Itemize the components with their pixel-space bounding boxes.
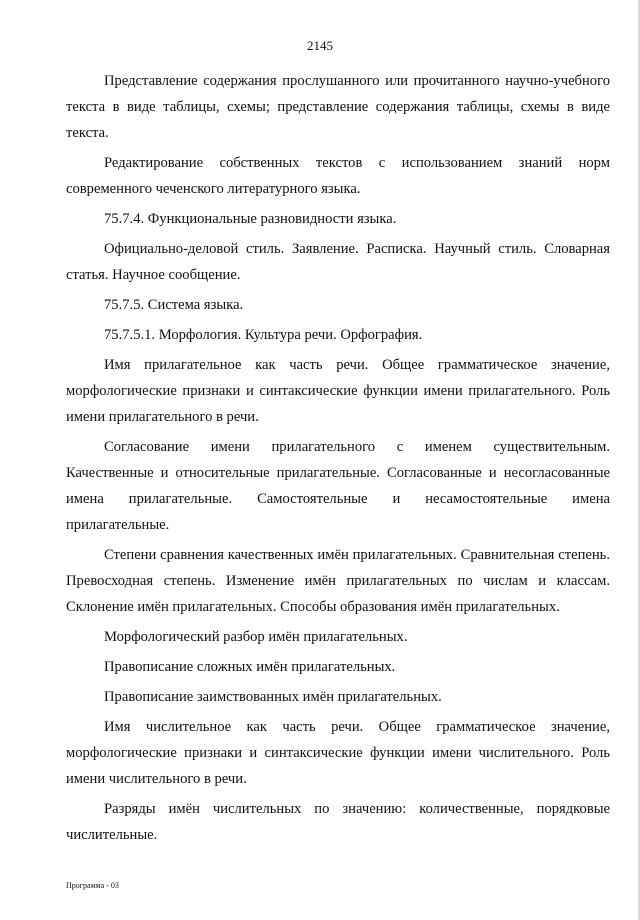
paragraph: Представление содержания прослушанного или прочитанного научно-учебного текста в виде таблицы, схемы; представление содержания таблицы, схемы в виде текста. [66, 73, 610, 141]
paragraph: Имя числительное как часть речи. Общее грамматическое значение, морфологические признаки и синтаксические функции имени числительного. Роль имени числительного в речи. [66, 719, 610, 787]
section-heading: 75.7.4. Функциональные разновидности языка. [104, 211, 397, 227]
document-body [66, 68, 610, 852]
paragraph: Разряды имён числительных по значению: количественные, порядковые числительные. [66, 801, 610, 843]
page-footer: Программа - 03 [66, 881, 119, 890]
section-heading: 75.7.5.1. Морфология. Культура речи. Орфография. [104, 327, 423, 343]
section-heading: 75.7.5. Система языка. [104, 297, 244, 313]
paragraph: Имя прилагательное как часть речи. Общее грамматическое значение, морфологические признаки и синтаксические функции имени прилагательного. Роль имени прилагательного в речи. [66, 357, 610, 425]
paragraph: Степени сравнения качественных имён прилагательных. Сравнительная степень. Превосходная степень. Изменение имён прилагательных по числам и классам. Склонение имён прилагательных. Способы образования имён прилагательных. [66, 547, 610, 615]
paragraph: Правописание сложных имён прилагательных. [104, 659, 396, 675]
paragraph: Правописание заимствованных имён прилагательных. [104, 689, 442, 705]
page-number: 2145 [307, 38, 333, 53]
paragraph: Морфологический разбор имён прилагательных. [104, 629, 408, 645]
paragraph: Согласование имени прилагательного с именем существительным. Качественные и относительные прилагательные. Согласованные и несогласованные имена прилагательные. Самостоятельные и несамостоятельные имена прилагательные. [66, 439, 610, 533]
paragraph: Редактирование собственных текстов с использованием знаний норм современного чеченского литературного языка. [66, 155, 610, 197]
paragraph: Официально-деловой стиль. Заявление. Расписка. Научный стиль. Словарная статья. Научное сообщение. [66, 241, 610, 283]
